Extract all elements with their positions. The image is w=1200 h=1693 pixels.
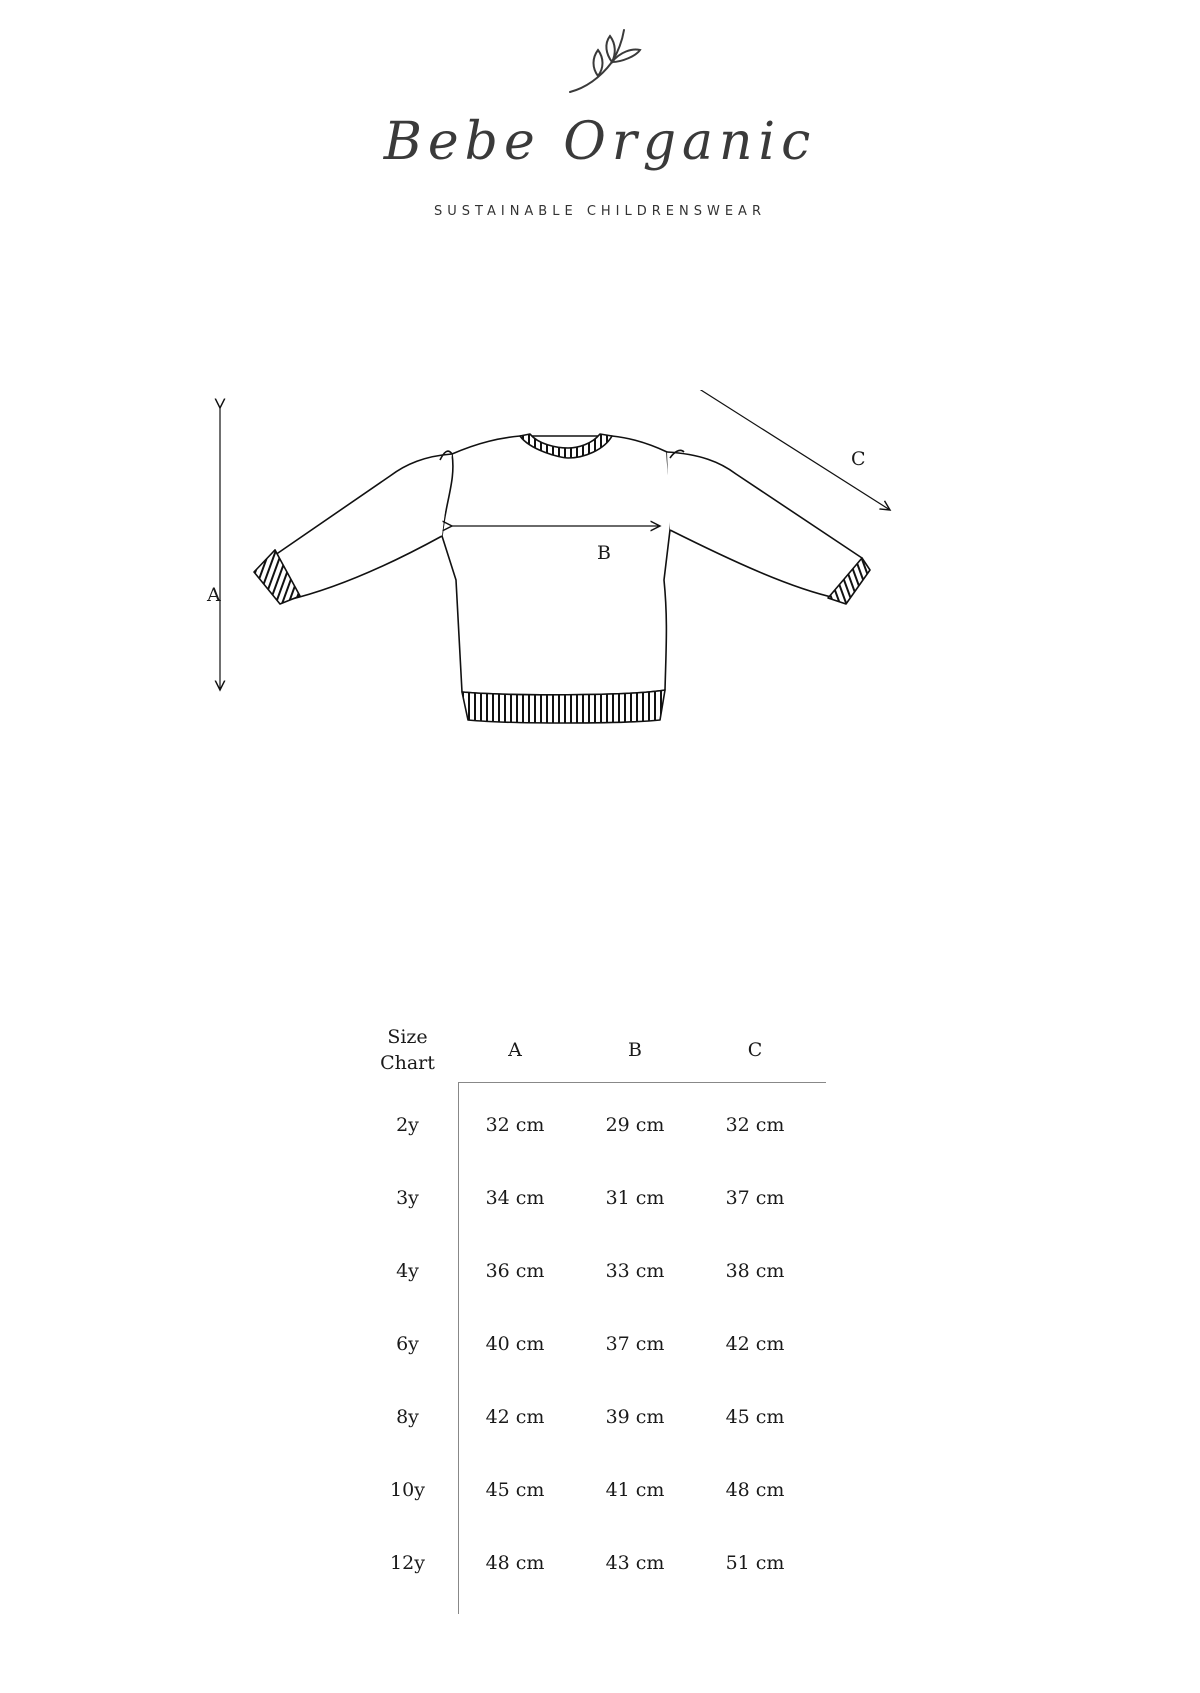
value-cell-b: 31 cm <box>605 1186 665 1209</box>
table-row <box>360 1234 815 1307</box>
value-cell-a: 48 cm <box>485 1551 545 1574</box>
table-row <box>360 1453 815 1526</box>
measure-label-b: B <box>597 542 611 564</box>
size-chart-title <box>360 1016 455 1084</box>
table-row <box>360 1380 815 1453</box>
measure-label-c: C <box>851 448 866 470</box>
value-cell-a: 36 cm <box>485 1259 545 1282</box>
value-cell-c: 38 cm <box>725 1259 785 1282</box>
value-cell-c: 42 cm <box>725 1332 785 1355</box>
size-cell: 10y <box>390 1478 425 1501</box>
size-cell: 8y <box>396 1405 419 1428</box>
value-cell-c: 37 cm <box>725 1186 785 1209</box>
brand-name: Bebe Organic <box>383 112 817 172</box>
table-header-divider <box>458 1082 826 1083</box>
value-cell-b: 41 cm <box>605 1478 665 1501</box>
size-cell: 2y <box>396 1113 419 1136</box>
value-cell-c: 48 cm <box>725 1478 785 1501</box>
measure-label-a: A <box>207 584 221 606</box>
value-cell-b: 37 cm <box>605 1332 665 1355</box>
table-row <box>360 1307 815 1380</box>
value-cell-b: 29 cm <box>605 1113 665 1136</box>
value-cell-b: 43 cm <box>605 1551 665 1574</box>
column-header-a: A <box>508 1039 522 1061</box>
size-chart-title-line1: Size <box>387 1026 428 1048</box>
value-cell-a: 40 cm <box>485 1332 545 1355</box>
value-cell-c: 32 cm <box>725 1113 785 1136</box>
size-chart-table <box>360 1016 815 1599</box>
size-chart <box>360 1016 815 1599</box>
value-cell-c: 45 cm <box>725 1405 785 1428</box>
value-cell-a: 32 cm <box>485 1113 545 1136</box>
column-header-c: C <box>747 1039 763 1061</box>
value-cell-b: 33 cm <box>605 1259 665 1282</box>
value-cell-a: 42 cm <box>485 1405 545 1428</box>
value-cell-a: 34 cm <box>485 1186 545 1209</box>
value-cell-c: 51 cm <box>725 1551 785 1574</box>
size-chart-title-line2: Chart <box>380 1052 435 1074</box>
value-cell-b: 39 cm <box>605 1405 665 1428</box>
size-chart-header-row <box>360 1016 815 1084</box>
size-cell: 6y <box>396 1332 419 1355</box>
sweater-diagram <box>180 390 1000 770</box>
size-cell: 4y <box>396 1259 419 1282</box>
size-cell: 12y <box>390 1551 425 1574</box>
value-cell-a: 45 cm <box>485 1478 545 1501</box>
table-row <box>360 1084 815 1161</box>
size-cell: 3y <box>396 1186 419 1209</box>
column-header-b: B <box>628 1039 642 1061</box>
table-row <box>360 1526 815 1599</box>
table-row <box>360 1161 815 1234</box>
table-column-divider <box>458 1082 459 1614</box>
brand-tagline: SUSTAINABLE CHILDRENSWEAR <box>434 204 766 219</box>
